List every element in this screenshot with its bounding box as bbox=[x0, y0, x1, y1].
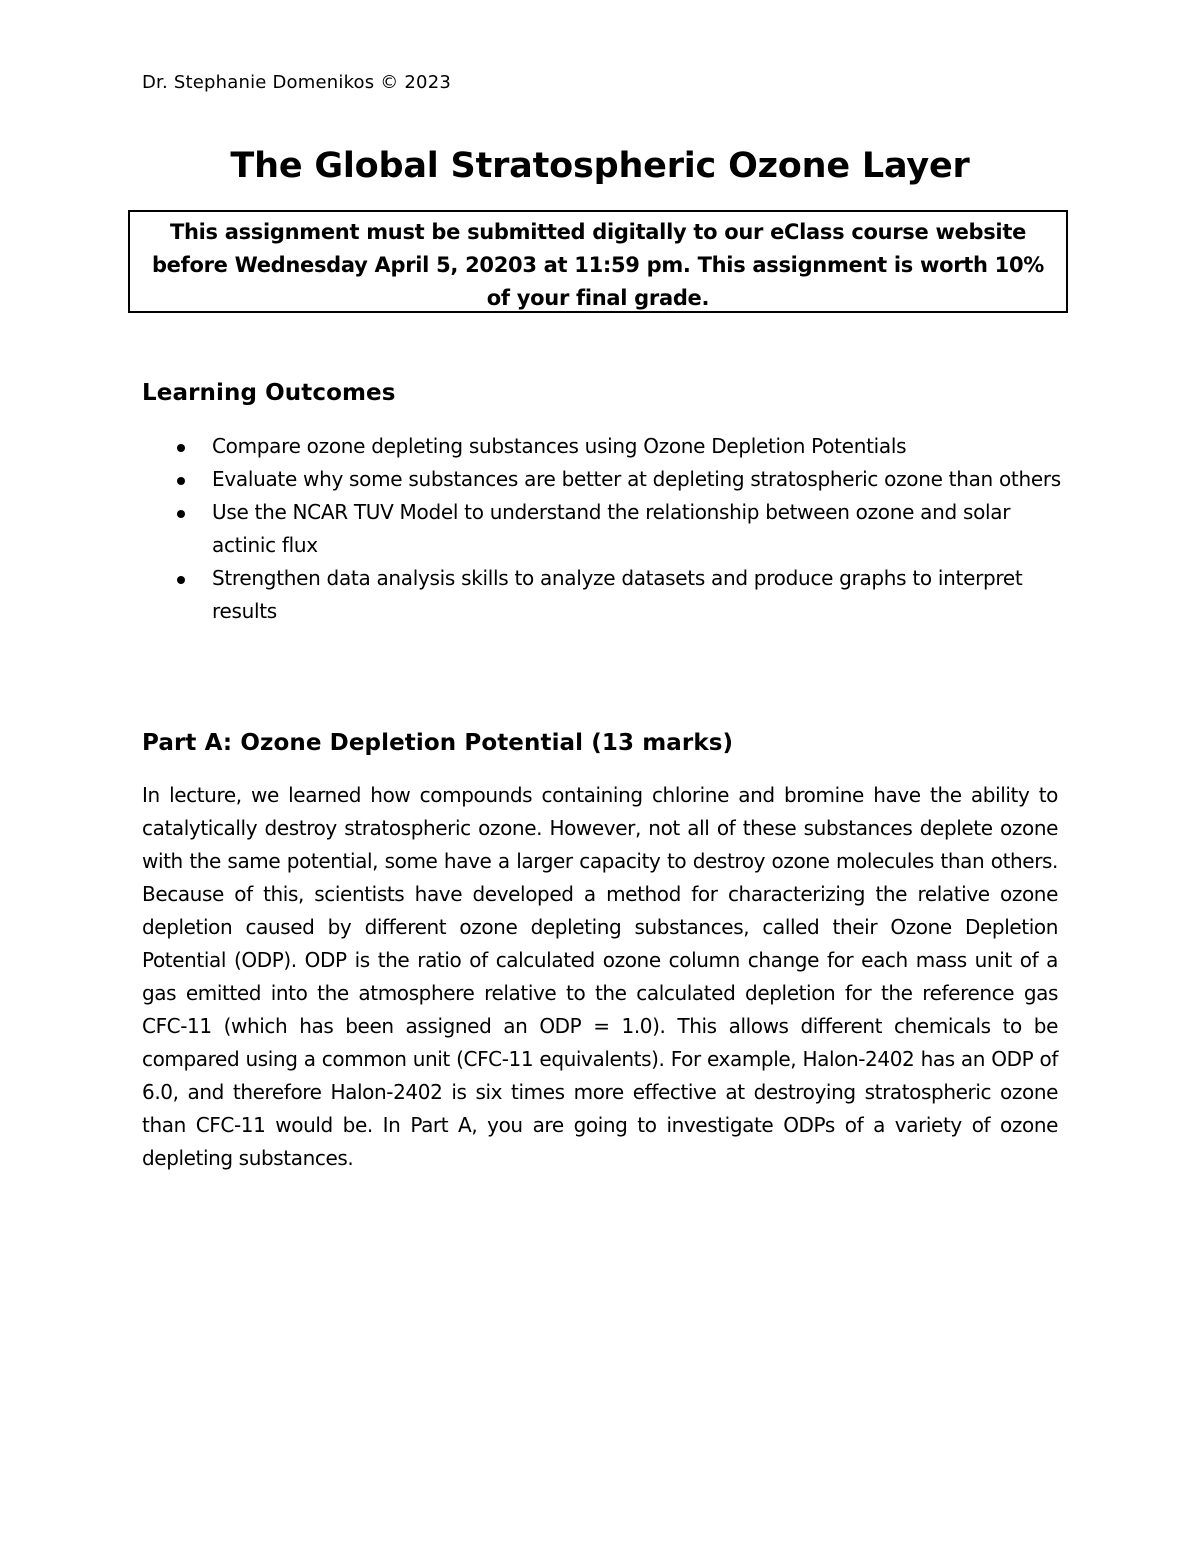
list-item bbox=[142, 430, 1062, 463]
submission-notice-box bbox=[128, 210, 1068, 313]
bullet-icon bbox=[177, 510, 185, 518]
list-item bbox=[142, 562, 1062, 628]
bullet-icon bbox=[177, 576, 185, 584]
author-copyright-line: Dr. Stephanie Domenikos © 2023 bbox=[142, 72, 451, 93]
document-title: The Global Stratospheric Ozone Layer bbox=[230, 146, 970, 186]
part-a-paragraph: In lecture, we learned how compounds containing chlorine and bromine have the ability to catalytically destroy stratospheric ozone. However, not all of these substances deplete ozone with the same potential, some have a larger capacity to destroy ozone molecules than others. Because of this, scientists have developed a method for characterizing the relative ozone depletion caused by different ozone depleting substances, called their Ozone Depletion Potential (ODP). ODP is the ratio of calculated ozone column change for each mass unit of a gas emitted into the atmosphere relative to the calculated depletion for the reference gas CFC-11 (which has been assigned an ODP = 1.0). This allows different chemicals to be compared using a common unit (CFC-11 equivalents). For example, Halon-2402 has an ODP of 6.0, and therefore Halon-2402 is six times more effective at destroying stratospheric ozone than CFC-11 would be. In Part A, you are going to investigate ODPs of a variety of ozone depleting substances. bbox=[142, 783, 1058, 1170]
list-item bbox=[142, 496, 1062, 562]
bullet-icon bbox=[177, 477, 185, 485]
learning-outcomes-list bbox=[142, 430, 1062, 628]
part-a-heading: Part A: Ozone Depletion Potential (13 marks) bbox=[142, 730, 734, 756]
list-item bbox=[142, 463, 1062, 496]
list-item-text: Strengthen data analysis skills to analyze datasets and produce graphs to interpret results bbox=[212, 566, 1023, 623]
list-item-text: Compare ozone depleting substances using Ozone Depletion Potentials bbox=[212, 434, 907, 458]
list-item-text: Evaluate why some substances are better at depleting stratospheric ozone than others bbox=[212, 467, 1061, 491]
submission-notice-text: This assignment must be submitted digitally to our eClass course website before Wednesday April 5, 20203 at 11:59 pm. This assignment is worth 10% of your final grade. bbox=[151, 220, 1045, 310]
list-item-text: Use the NCAR TUV Model to understand the relationship between ozone and solar actinic flux bbox=[212, 500, 1011, 557]
learning-outcomes-heading: Learning Outcomes bbox=[142, 380, 396, 406]
bullet-icon bbox=[177, 444, 185, 452]
